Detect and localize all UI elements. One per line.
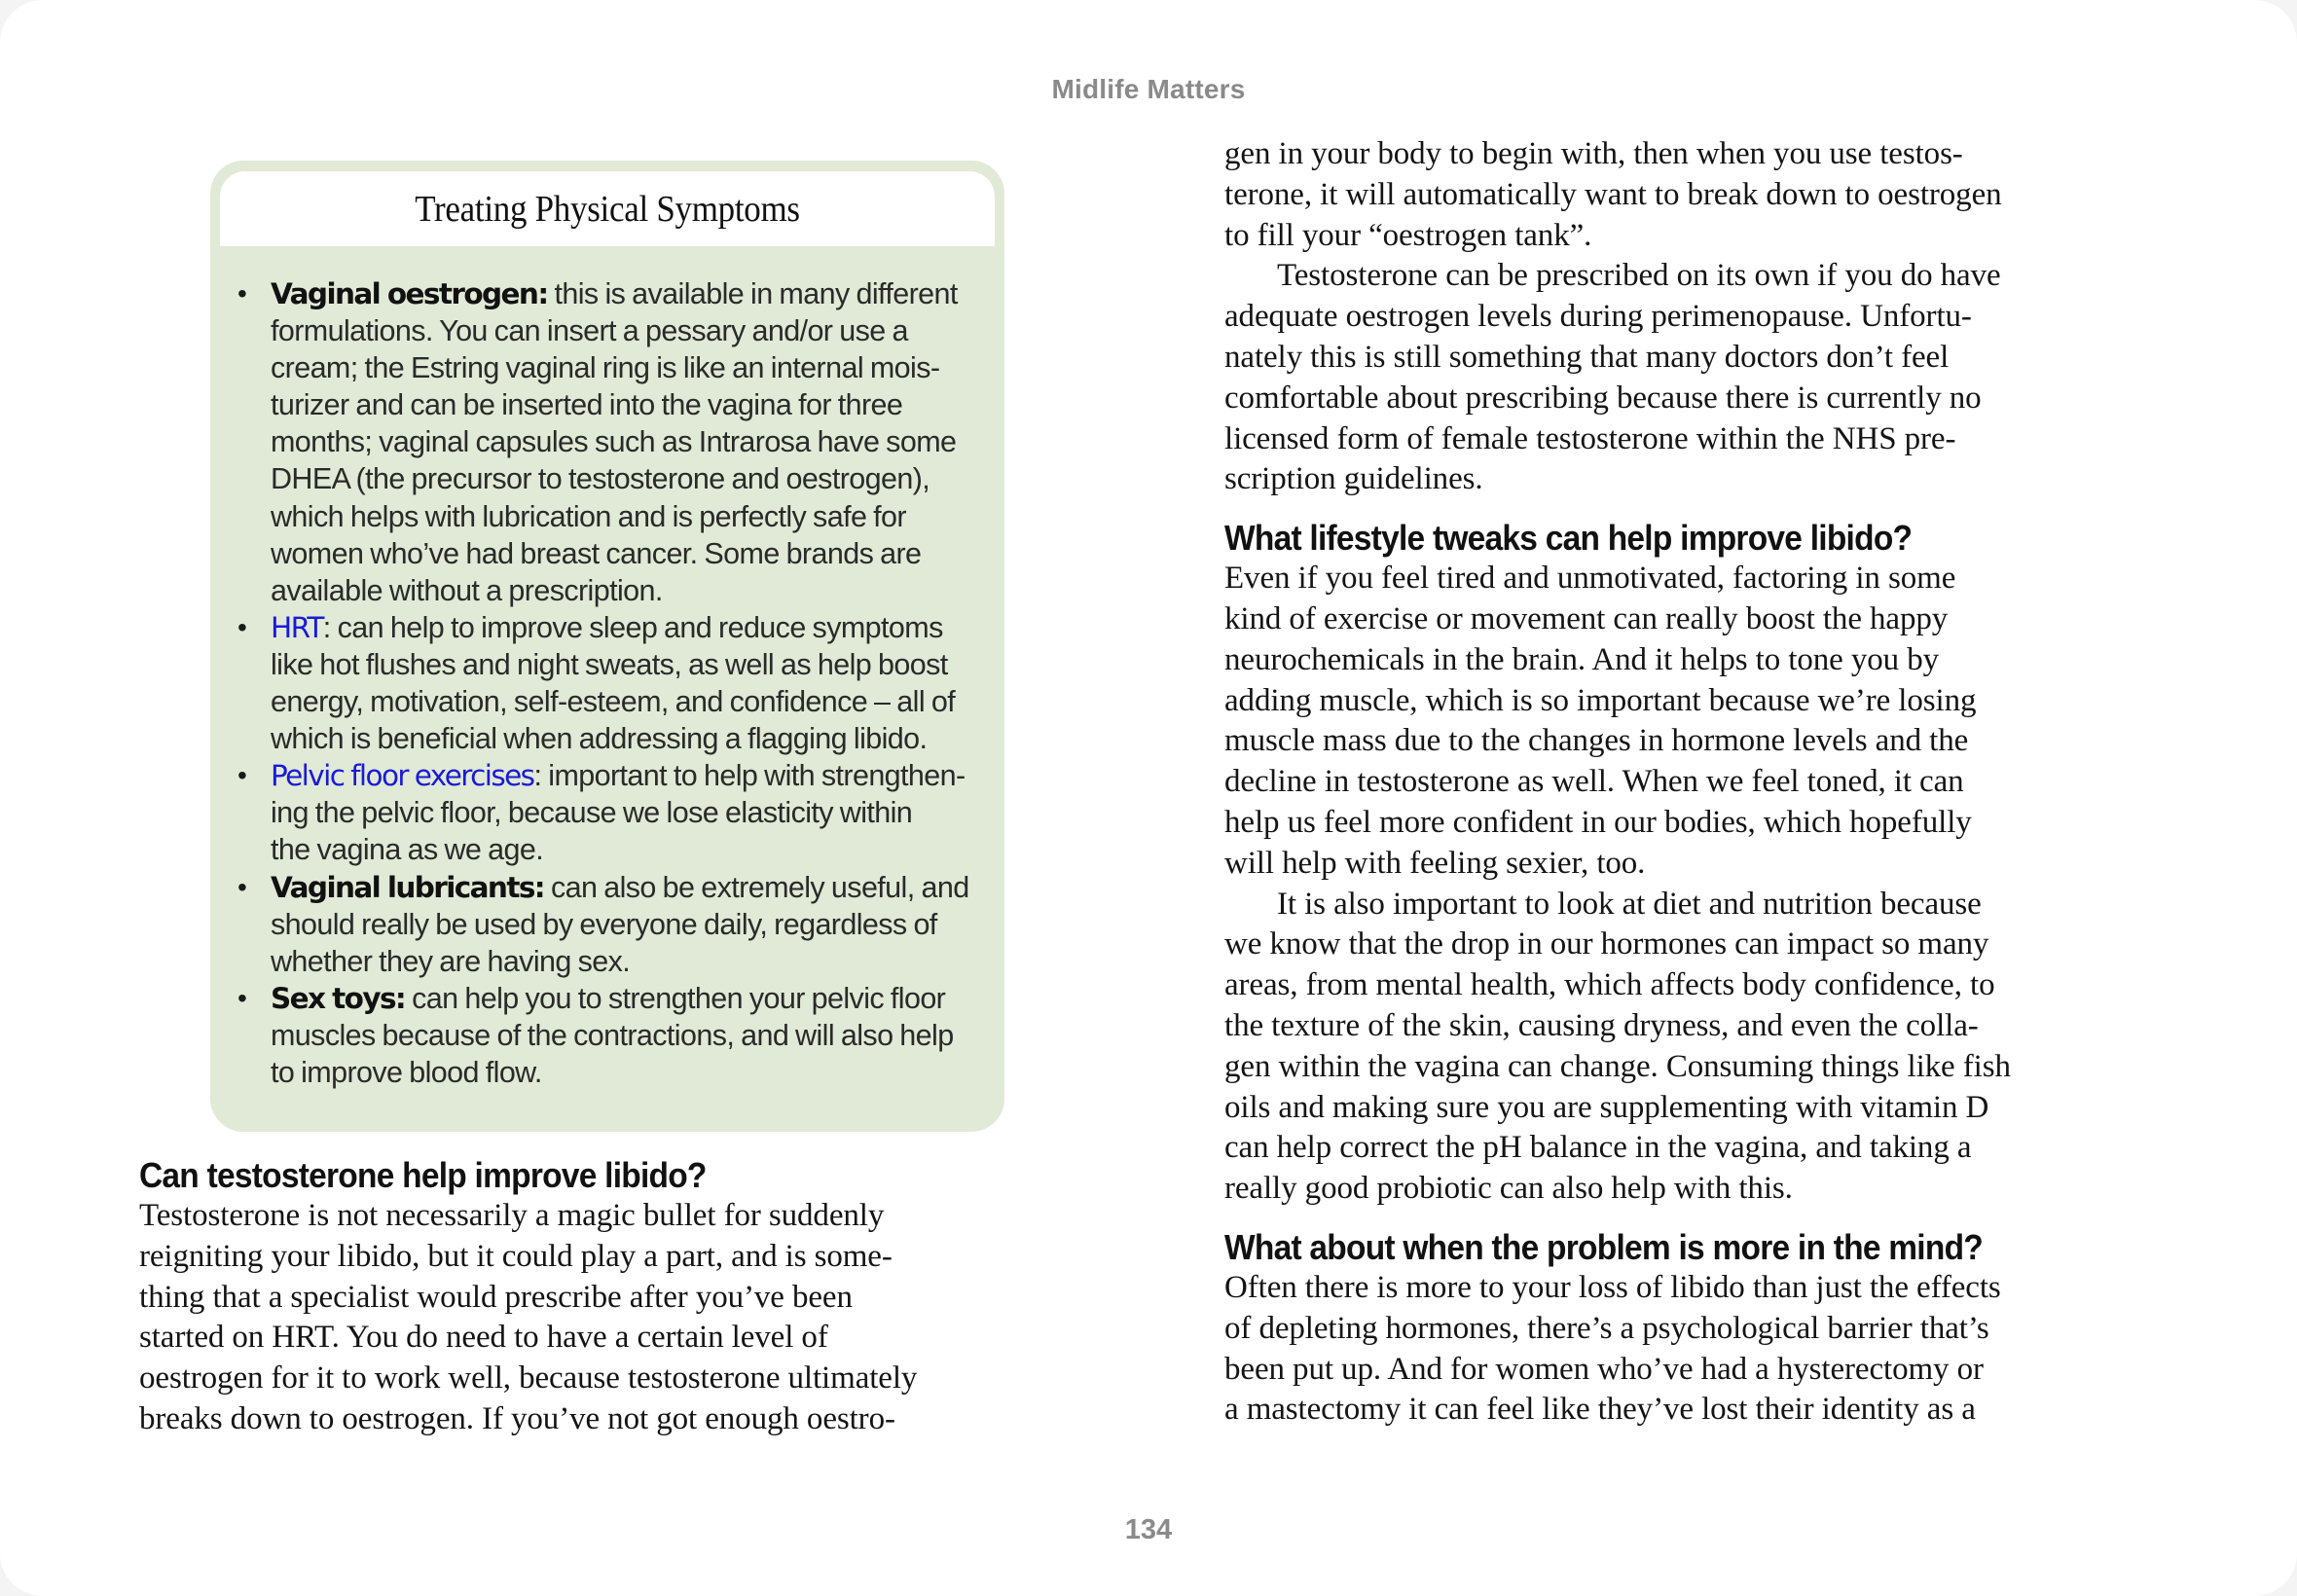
sidebar-item-line <box>271 609 1010 646</box>
paragraph-line: Even if you feel tired and unmotivated, factoring in some <box>1224 561 1956 597</box>
item-description: to improve blood flow. <box>271 1055 542 1089</box>
sidebar-item-line <box>271 720 1010 757</box>
item-description: the vagina as we age. <box>271 833 544 867</box>
sidebar-item-line <box>271 349 1010 386</box>
body-paragraph <box>1224 559 2159 884</box>
item-description: which helps with lubrication and is perfectly safe for <box>271 499 906 533</box>
paragraph-line: Often there is more to your loss of libido than just the effects <box>1224 1269 2001 1305</box>
sidebar-item-line <box>271 535 1010 572</box>
sidebar-item-line <box>271 423 1010 460</box>
paragraph-line: Testosterone is not necessarily a magic bullet for suddenly <box>139 1198 885 1233</box>
bullet-icon: • <box>237 610 246 643</box>
item-description: cream; the Estring vaginal ring is like an internal mois- <box>271 351 940 385</box>
paragraph-line: thing that a specialist would prescribe after you’ve been <box>139 1279 853 1315</box>
term-label: Vaginal oestrogen: <box>271 277 548 310</box>
running-title: Midlife Matters <box>1051 74 1246 104</box>
paragraph-line: been put up. And for women who’ve had a hysterectomy or <box>1224 1351 1984 1387</box>
bullet-icon: • <box>237 759 246 792</box>
item-description: turizer and can be inserted into the vagina for three <box>271 388 903 422</box>
paragraph-line: started on HRT. You do need to have a certain level of <box>139 1320 828 1356</box>
term-suffix: : <box>322 610 331 644</box>
paragraph-line: of depleting hormones, there’s a psychological barrier that’s <box>1224 1310 1989 1346</box>
sidebar-item-line <box>271 683 1010 720</box>
sidebar-item-line <box>271 906 1010 943</box>
sidebar-title: Treating Physical Symptoms <box>415 188 800 230</box>
paragraph-line: the texture of the skin, causing dryness, and even the colla- <box>1224 1007 1979 1043</box>
paragraph-line: Testosterone can be prescribed on its own if you do have <box>1277 258 2001 294</box>
paragraph-line: can help correct the pH balance in the vagina, and taking a <box>1224 1130 1972 1166</box>
term-link[interactable]: Pelvic floor exercises <box>271 759 534 793</box>
item-description: DHEA (the precursor to testosterone and oestrogen), <box>271 462 930 496</box>
sidebar-list-item <box>237 757 1010 868</box>
sidebar-item-line <box>271 386 1010 423</box>
item-description: important to help with strengthen- <box>548 759 966 793</box>
paragraph-line: we know that the drop in our hormones can impact so many <box>1224 926 1989 962</box>
sidebar-list-item <box>237 980 1010 1091</box>
sidebar-item-line <box>271 460 1010 497</box>
item-description: ing the pelvic floor, because we lose elasticity within <box>271 796 913 830</box>
body-paragraph <box>1224 256 2159 500</box>
item-description: muscles because of the contractions, and will also help <box>271 1018 954 1052</box>
paragraph-line: licensed form of female testosterone within the NHS pre- <box>1224 420 1956 456</box>
paragraph-line: neurochemicals in the brain. And it helps to tone you by <box>1224 641 1940 677</box>
paragraph-line: really good probiotic can also help with this. <box>1224 1171 1793 1207</box>
term-suffix: : <box>533 759 542 793</box>
term-link[interactable]: HRT <box>271 610 323 644</box>
paragraph-line: areas, from mental health, which affects body confidence, to <box>1224 967 1995 1003</box>
sidebar-header <box>220 171 995 246</box>
paragraph-line: terone, it will automatically want to break down to oestrogen <box>1224 176 2002 212</box>
sidebar-item-line <box>271 943 1010 980</box>
item-description: formulations. You can insert a pessary and/or use a <box>271 314 908 348</box>
sidebar-item-line <box>271 498 1010 535</box>
sidebar-list-item <box>237 609 1010 757</box>
paragraph-line: help us feel more confident in our bodies, which hopefully <box>1224 804 1972 840</box>
sidebar-item-line <box>271 646 1010 683</box>
sidebar-box-treating-physical-symptoms <box>210 161 1004 1132</box>
item-description: energy, motivation, self-esteem, and confidence – all of <box>271 685 956 719</box>
sidebar-item-line <box>271 1054 1010 1091</box>
paragraph-line: to fill your “oestrogen tank”. <box>1224 217 1592 253</box>
item-description: whether they are having sex. <box>271 944 631 978</box>
body-paragraph <box>1224 134 2159 256</box>
item-description: like hot flushes and night sweats, as well as help boost <box>271 647 948 681</box>
bullet-icon: • <box>237 277 246 309</box>
bullet-icon: • <box>237 870 246 903</box>
item-description: months; vaginal capsules such as Intrarosa have some <box>271 425 957 459</box>
sidebar-item-line <box>271 572 1010 609</box>
paragraph-line: scription guidelines. <box>1224 461 1483 497</box>
item-description: can help to improve sleep and reduce symptoms <box>337 610 943 644</box>
item-description: women who’ve had breast cancer. Some brands are <box>271 536 922 570</box>
paragraph-line: reigniting your libido, but it could play a part, and is some- <box>139 1238 893 1274</box>
section-spacer <box>1224 1210 2159 1227</box>
item-description: can help you to strengthen your pelvic floor <box>412 981 946 1015</box>
item-description: which is beneficial when addressing a flagging libido. <box>271 722 928 756</box>
paragraph-line: a mastectomy it can feel like they’ve lost their identity as a <box>1224 1392 1976 1428</box>
paragraph-line: oestrogen for it to work well, because testosterone ultimately <box>139 1360 918 1396</box>
paragraph-line: muscle mass due to the changes in hormone levels and the <box>1224 723 1969 759</box>
paragraph-line: gen in your body to begin with, then when you use testos- <box>1224 136 1963 171</box>
sidebar-item-line <box>271 831 1010 868</box>
sidebar-item-line <box>271 1017 1010 1054</box>
sidebar-item-line <box>271 312 1010 349</box>
section-heading: Can testosterone help improve libido? <box>139 1155 707 1195</box>
sidebar-list-item <box>237 869 1010 980</box>
paragraph-line: adequate oestrogen levels during perimenopause. Unfortu- <box>1224 299 1972 335</box>
item-description: this is available in many different <box>554 277 958 310</box>
sidebar-item-line <box>271 275 1010 312</box>
term-label: Vaginal lubricants: <box>271 870 544 904</box>
item-description: can also be extremely useful, and <box>550 870 969 904</box>
paragraph-line: breaks down to oestrogen. If you’ve not got enough oestro- <box>139 1400 895 1436</box>
paragraph-line: nately this is still something that many doctors don’t feel <box>1224 339 1950 375</box>
term-label: Sex toys: <box>271 981 406 1015</box>
paragraph-line: kind of exercise or movement can really boost the happy <box>1224 600 1949 636</box>
body-paragraph <box>139 1196 1074 1440</box>
section-heading: What about when the problem is more in the mind? <box>1224 1226 1983 1267</box>
paragraph-line: adding muscle, which is so important because we’re losing <box>1224 682 1977 718</box>
bullet-icon: • <box>237 981 246 1014</box>
section-spacer <box>1224 500 2159 518</box>
paragraph-line: oils and making sure you are supplementing with vitamin D <box>1224 1089 1989 1125</box>
paragraph-line: gen within the vagina can change. Consuming things like fish <box>1224 1048 2011 1084</box>
body-paragraph <box>1224 885 2159 1210</box>
sidebar-list-item <box>237 275 1010 609</box>
page-number: 134 <box>1124 1514 1173 1545</box>
sidebar-item-line <box>271 794 1010 831</box>
sidebar-list <box>210 275 1010 1091</box>
body-paragraph <box>1224 1268 2159 1431</box>
section-heading: What lifestyle tweaks can help improve libido? <box>1224 518 1913 559</box>
paragraph-line: comfortable about prescribing because there is currently no <box>1224 380 1982 416</box>
item-description: available without a prescription. <box>271 573 663 607</box>
right-column <box>1224 134 2159 1431</box>
paragraph-line: will help with feeling sexier, too. <box>1224 845 1646 881</box>
sidebar-item-line <box>271 980 1010 1017</box>
sidebar-item-line <box>271 757 1010 794</box>
paragraph-line: decline in testosterone as well. When we feel toned, it can <box>1224 764 1964 800</box>
left-body <box>139 1155 1074 1440</box>
sidebar-item-line <box>271 869 1010 906</box>
item-description: should really be used by everyone daily, regardless of <box>271 907 937 941</box>
paragraph-line: It is also important to look at diet and nutrition because <box>1277 886 1982 922</box>
